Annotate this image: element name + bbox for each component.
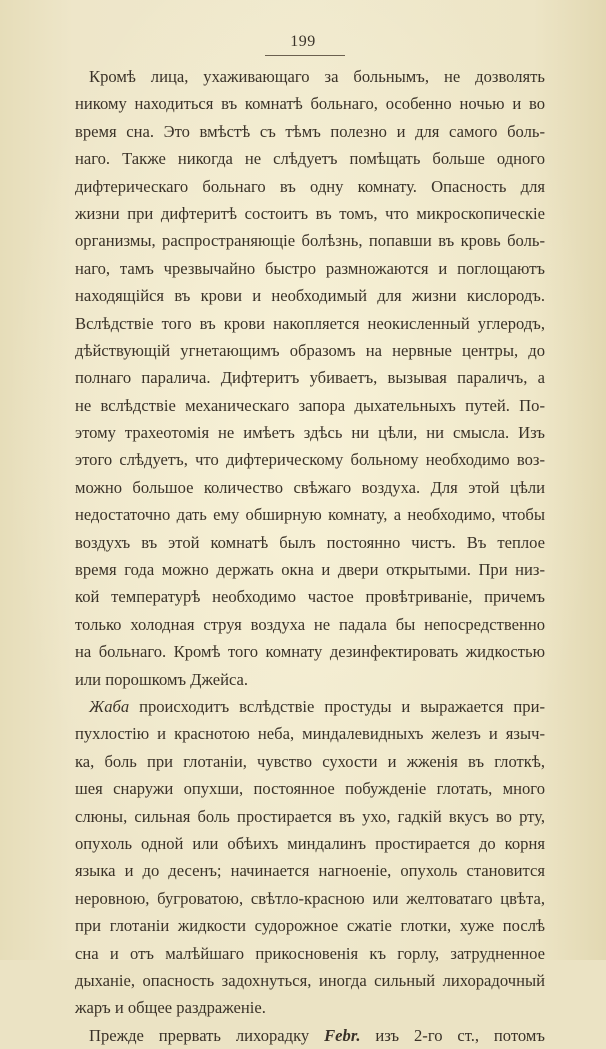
text-line: можно большое количество свѣжаго воздуха. Для этой цѣли (75, 477, 545, 497)
text-line: при глотаніи жидкости судорожное сжатіе глотки, хуже послѣ (75, 916, 545, 936)
text-line: сна и отъ малѣйшаго прикосновенія къ горлу, затрудненное (75, 943, 545, 963)
remedy-febr: Febr. (324, 1025, 361, 1045)
text-line: дифтерическаго больнаго въ одну комнату. Опасность для (75, 176, 545, 196)
term-zhaba: Жаба (89, 696, 130, 716)
text-line: воздухъ въ этой комнатѣ былъ постоянно чистъ. Въ теплое (75, 532, 545, 552)
text-line: организмы, распространяющіе болѣзнь, попавши въ кровь боль- (75, 231, 545, 251)
text-line: на больнаго. Кромѣ того комнату дезинфектировать жидкостью (75, 642, 545, 662)
text-line: находящійся въ крови и необходимый для жизни кислородъ. (75, 286, 545, 306)
text-span: Прежде прервать лихорадку (89, 1025, 310, 1045)
text-line: ка, боль при глотаніи, чувство сухости и жженія въ глоткѣ, (75, 751, 545, 771)
header-rule (265, 55, 345, 56)
text-line: слюны, сильная боль простирается въ ухо, гадкій вкусъ во рту, (75, 806, 545, 826)
text-line: только холодная струя воздуха не падала бы непосредственно (75, 614, 545, 634)
text-line: дѣйствующій угнетающимъ образомъ на нервные центры, до (75, 340, 545, 360)
text-line: никому находиться въ комнатѣ больнаго, особенно ночью и во (75, 94, 545, 114)
text-line: Вслѣдствіе того въ крови накопляется неокисленный углеродъ, (75, 313, 545, 333)
text-line: кой температурѣ необходимо частое провѣтриваніе, причемъ (75, 587, 545, 607)
paragraph (75, 693, 545, 1022)
text-line (75, 693, 545, 720)
text-line: жаръ и общее раздраженіе. (75, 998, 266, 1018)
text-line (75, 1022, 545, 1049)
text-line: опухоль одной или обѣихъ миндалинъ простирается до корня (75, 833, 545, 853)
text-line: Кромѣ лица, ухаживающаго за больнымъ, не дозволять (89, 67, 545, 86)
paragraph (75, 1022, 545, 1049)
text-span: происходитъ вслѣдствіе простуды и выражается при- (139, 696, 546, 716)
text-line: дыханіе, опасность задохнуться, иногда сильный лихорадочный (75, 970, 545, 990)
text-line: наго. Также никогда не слѣдуетъ помѣщать больше одного (75, 149, 545, 169)
text-line: этого слѣдуетъ, что дифтерическому больному необходимо воз- (75, 450, 545, 470)
text-line: не вслѣдствіе механическаго запора дыхательныхъ путей. По- (75, 395, 545, 415)
text-line: языка и до десенъ; начинается нагноеніе, опухоль становится (75, 861, 545, 881)
text-line: этому трахеотомія не имѣетъ здѣсь ни цѣли, ни смысла. Изъ (75, 423, 545, 443)
text-line: или порошкомъ Джейса. (75, 669, 249, 689)
text-line: жизни при дифтеритѣ состоитъ въ томъ, что микроскопическіе (75, 203, 545, 223)
text-line: шея снаружи опухши, постоянное побужденіе глотать, много (75, 779, 545, 799)
text-line: неровною, бугроватою, свѣтло-красною или желтоватаго цвѣта, (75, 888, 545, 908)
text-line: пухлостію и краснотою неба, миндалевидныхъ железъ и языч- (75, 724, 545, 744)
text-line: время года можно держать окна и двери открытыми. При низ- (75, 560, 545, 580)
paragraph (75, 63, 545, 693)
text-line: наго, тамъ чрезвычайно быстро размножаются и поглощаютъ (75, 258, 545, 278)
page-number: 199 (290, 33, 316, 50)
body-text (75, 63, 545, 1049)
text-line: недостаточно дать ему обширную комнату, а необходимо, чтобы (75, 505, 545, 525)
text-line: полнаго паралича. Дифтеритъ убиваетъ, вызывая параличъ, а (75, 368, 545, 388)
text-line: время сна. Это вмѣстѣ съ тѣмъ полезно и для самого боль- (75, 121, 545, 141)
text-span: изъ 2-го ст., потомъ (375, 1025, 545, 1045)
